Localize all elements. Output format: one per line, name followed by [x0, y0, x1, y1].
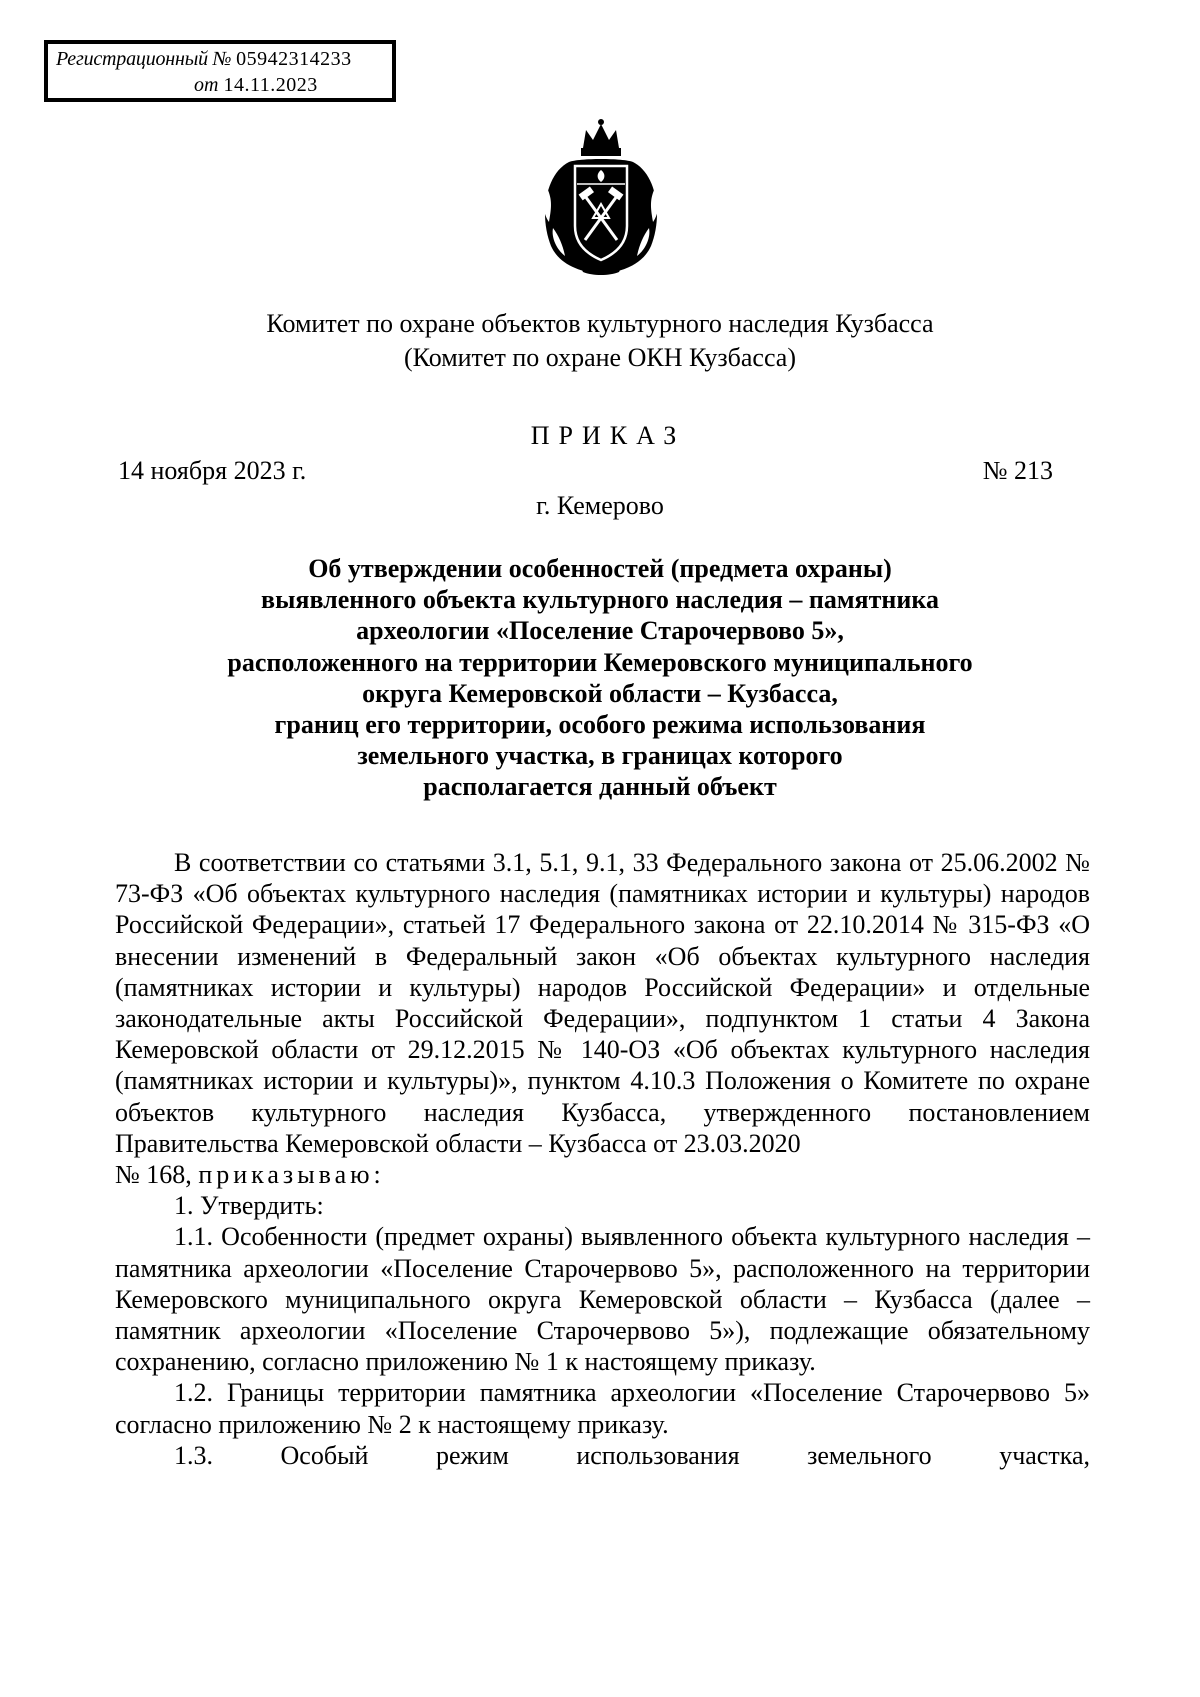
preamble-closing — [115, 1159, 1090, 1190]
order-title: ПРИКАЗ — [530, 421, 686, 450]
registration-number: 05942314233 — [236, 48, 352, 70]
preamble-closing-prefix: № 168, — [115, 1160, 192, 1190]
order-city: г. Кемерово — [536, 491, 664, 520]
heading-line: округа Кемеровской области – Кузбасса, — [362, 678, 838, 708]
heading-line: земельного участка, в границах которого — [357, 741, 843, 771]
agency-block — [0, 307, 1200, 375]
item-1-1: 1.1. Особенности (предмет охраны) выявленного объекта культурного наследия – памятника археологии «Поселение Старочервово 5», расположенного на территории Кемеровского муниципального округа Кемеровской области – Кузбасса (далее – памятник археологии «Поселение Старочервово 5»), подлежащие обязательному сохранению, согласно приложению № 1 к настоящему приказу. — [115, 1222, 1090, 1377]
heading-line: границ его территории, особого режима использования — [274, 710, 926, 740]
registration-date-line — [56, 72, 386, 98]
heading-line: Об утверждении особенностей (предмета охраны) — [308, 554, 892, 583]
agency-short-name: (Комитет по охране ОКН Кузбасса) — [403, 343, 797, 372]
item-1: 1. Утвердить: — [174, 1191, 324, 1221]
order-date-line — [118, 454, 1053, 488]
preamble-paragraph: В соответствии со статьями 3.1, 5.1, 9.1, 33 Федерального закона от 25.06.2002 № 73-ФЗ «Об объектах культурного наследия (памятниках истории и культуры) народов Российской Федерации», статьей 17 Федерального закона от 22.10.2014 № 315-ФЗ «О внесении изменений в Федеральный закон «Об объектах культурного наследия (памятниках истории и культуры) народов Российской Федерации» и отдельные законодательные акты Российской Федерации», подпунктом 1 статьи 4 Закона Кемеровской области от 29.12.2015 № 140-ОЗ «Об объектах культурного наследия (памятниках истории и культуры)», пунктом 4.10.3 Положения о Комитете по охране объектов культурного наследия Кузбасса, утвержденного постановлением Правительства Кемеровской области – Кузбасса от 23.03.2020 — [115, 848, 1090, 1158]
registration-number-line — [56, 46, 386, 72]
registration-label: Регистрационный № — [56, 48, 232, 70]
registration-date-prefix: от — [194, 74, 219, 96]
heading-line: расположенного на территории Кемеровского муниципального — [227, 647, 973, 677]
heading-line: археологии «Поселение Старочервово 5», — [356, 616, 844, 646]
registration-date: 14.11.2023 — [223, 74, 318, 96]
order-heading — [150, 553, 1050, 803]
agency-name: Комитет по охране объектов культурного наследия Кузбасса — [266, 309, 934, 338]
item-1-2: 1.2. Границы территории памятника археологии «Поселение Старочервово 5» согласно приложению № 2 к настоящему приказу. — [115, 1378, 1090, 1439]
order-body — [115, 847, 1090, 1471]
heading-line: выявленного объекта культурного наследия – памятника — [261, 585, 939, 615]
item-1-3: 1.3. Особый режим использования земельного участка, — [174, 1440, 1090, 1470]
order-number: № 213 — [982, 456, 1053, 485]
kuzbass-coat-of-arms-icon — [539, 118, 663, 276]
preamble-closing-directive: приказываю: — [198, 1160, 385, 1190]
order-date: 14 ноября 2023 г. — [118, 456, 307, 485]
heading-line: располагается данный объект — [423, 772, 777, 802]
registration-stamp — [44, 40, 396, 102]
